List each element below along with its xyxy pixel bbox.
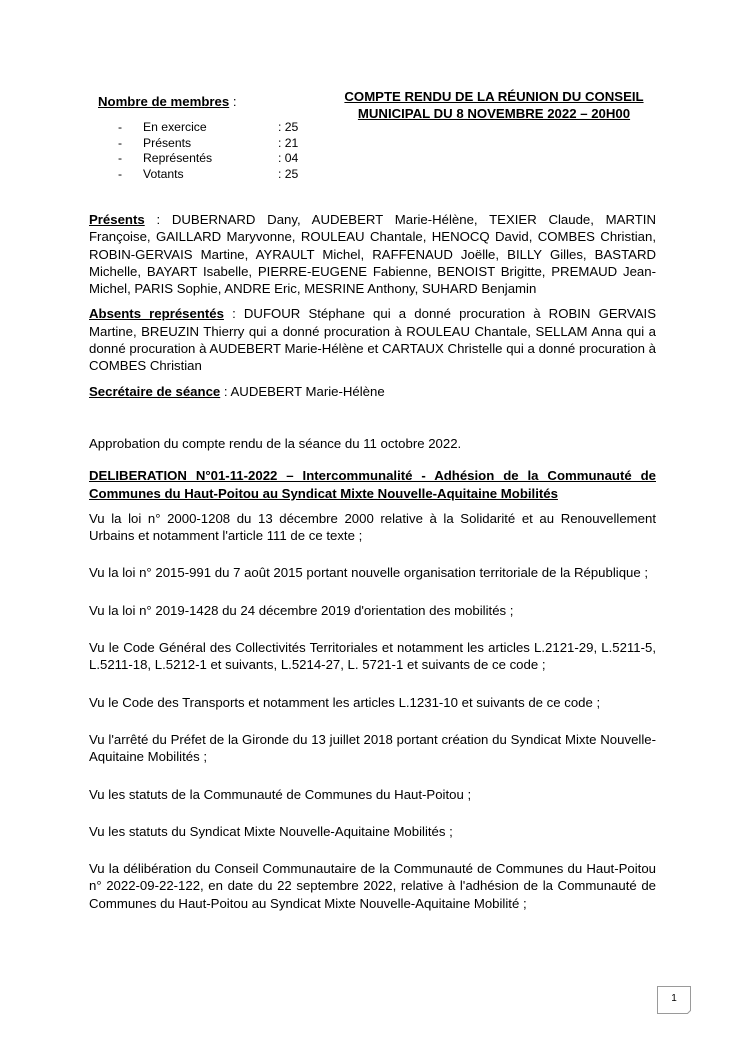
members-row-value: : 25 <box>278 120 299 134</box>
members-row-label: Présents <box>143 135 192 150</box>
vu-paragraph: Vu le Code des Transports et notamment les articles L.1231-10 et suivants de ce code ; <box>89 694 601 710</box>
members-heading <box>98 94 237 109</box>
list-dash: - <box>118 135 123 150</box>
vu-paragraph: Vu les statuts de la Communauté de Communes du Haut-Poitou ; <box>89 786 472 802</box>
members-row-value: : 21 <box>278 135 299 150</box>
list-dash: - <box>118 151 123 166</box>
document-title: COMPTE RENDU DE LA RÉUNION DU CONSEIL MUNICIPAL DU 8 NOVEMBRE 2022 – 20H00 <box>344 89 644 121</box>
deliberation-title: DELIBERATION N°01-11-2022 – Intercommunalité - Adhésion de la Communauté de Communes du Haut-Poitou au Syndicat Mixte Nouvelle-Aquitaine Mobilités <box>89 468 656 501</box>
approbation-paragraph: Approbation du compte rendu de la séance du 11 octobre 2022. <box>89 435 462 451</box>
members-row-label: Votants <box>143 167 184 182</box>
presents-label: Présents <box>89 212 145 227</box>
page-number: 1 <box>671 993 677 1004</box>
members-row-label: En exercice <box>143 120 207 134</box>
members-heading-label: Nombre de membres <box>98 94 230 109</box>
list-dash: - <box>118 167 123 182</box>
secretaire-text: : AUDEBERT Marie-Hélène <box>220 383 385 399</box>
members-row-label: Représentés <box>143 151 213 166</box>
presents-text: : DUBERNARD Dany, AUDEBERT Marie-Hélène, TEXIER Claude, MARTIN Françoise, GAILLARD Maryvonne, ROULEAU Chantale, HENOCQ David, COMBES Christian, ROBIN-GERVAIS Martine, AYRAULT Michel, RAFFENAUD Joëlle, BILLY Gilles, BASTARD Michelle, BAYART Isabelle, PIERRE-EUGENE Fabienne, BENOIST Brigitte, PREMAUD Jean-Michel, PARIS Sophie, ANDRE Eric, MESRINE Anthony, SUHARD Benjamin <box>89 212 656 297</box>
members-row-value: : 25 <box>278 167 299 182</box>
vu-paragraph: Vu la délibération du Conseil Communautaire de la Communauté de Communes du Haut-Poitou n° 2022-09-22-122, en date du 22 septembre 2022, relative à l'adhésion de la Communauté de Communes du Haut-Poitou au Syndicat Mixte Nouvelle-Aquitaine Mobilité ; <box>89 861 656 911</box>
members-row-value: : 04 <box>278 151 299 166</box>
vu-paragraph: Vu la loi n° 2019-1428 du 24 décembre 2019 d'orientation des mobilités ; <box>89 602 514 618</box>
members-row <box>118 120 318 136</box>
members-row <box>118 151 318 167</box>
members-heading-colon: : <box>229 94 237 109</box>
presents-paragraph <box>89 211 656 297</box>
members-row <box>118 136 318 152</box>
vu-paragraph: Vu les statuts du Syndicat Mixte Nouvelle-Aquitaine Mobilités ; <box>89 823 453 839</box>
absents-text: : DUFOUR Stéphane qui a donné procuration à ROBIN GERVAIS Martine, BREUZIN Thierry qui a donné procuration à ROULEAU Chantale, SELLAM Anna qui a donné procuration à AUDEBERT Marie-Hélène et CARTAUX Christelle qui a donné procuration à COMBES Christian <box>89 306 656 374</box>
vu-paragraph: Vu la loi n° 2000-1208 du 13 décembre 2000 relative à la Solidarité et au Renouvellement Urbains et notamment l'article 111 de ce texte ; <box>89 510 656 544</box>
members-row <box>118 167 318 183</box>
vu-paragraph: Vu la loi n° 2015-991 du 7 août 2015 portant nouvelle organisation territoriale de la République ; <box>89 565 649 581</box>
members-list <box>118 120 318 183</box>
page-number-box <box>657 986 691 1014</box>
list-dash: - <box>118 120 123 134</box>
absents-paragraph <box>89 305 656 374</box>
document-body <box>89 211 656 912</box>
secretaire-label: Secrétaire de séance <box>89 383 221 399</box>
vu-paragraph: Vu l'arrêté du Préfet de la Gironde du 13 juillet 2018 portant création du Syndicat Mixte Nouvelle-Aquitaine Mobilités ; <box>89 731 656 765</box>
secretaire-paragraph <box>89 383 656 400</box>
vu-paragraph: Vu le Code Général des Collectivités Territoriales et notamment les articles L.2121-29, L.5211-5, L.5211-18, L.5212-1 et suivants, L.5214-27, L. 5721-1 et suivants de ce code ; <box>89 640 656 673</box>
page-fold-icon <box>682 1005 691 1014</box>
absents-label: Absents représentés <box>89 306 224 322</box>
